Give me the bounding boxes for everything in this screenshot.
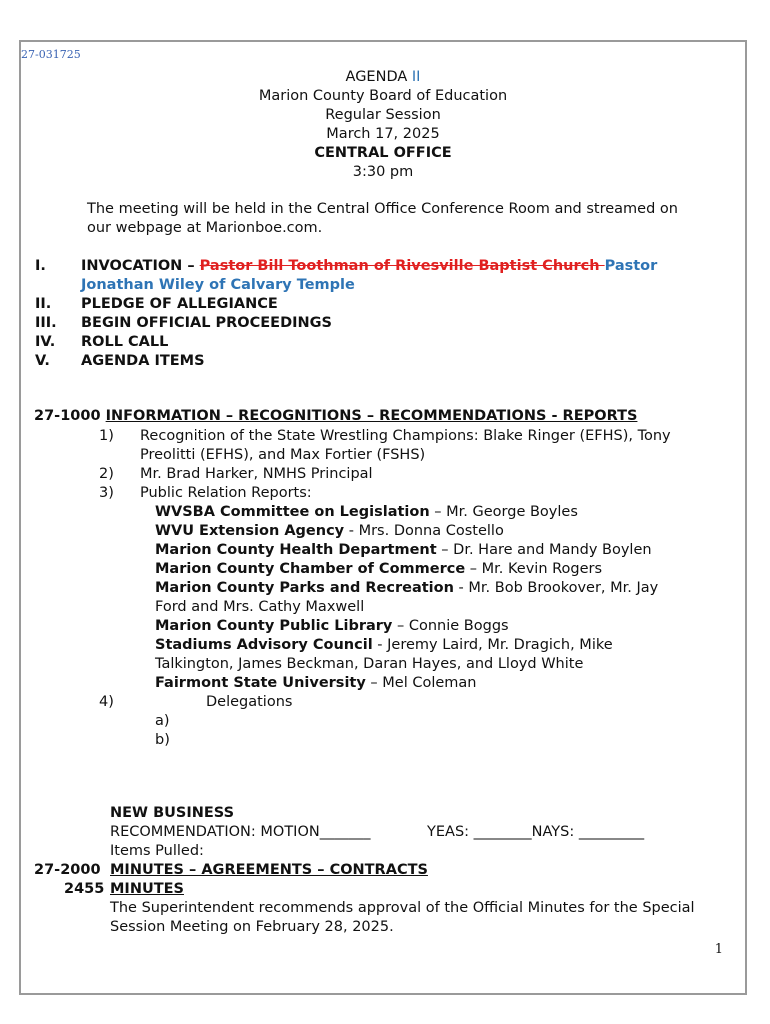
report-org: Fairmont State University	[155, 675, 366, 691]
notice-line-2: our webpage at Marionboe.com.	[87, 220, 323, 236]
section-2000-title: MINUTES – AGREEMENTS – CONTRACTS	[110, 862, 428, 878]
section-2000-code: 27-2000	[34, 862, 101, 878]
outline-num-5: V.	[35, 353, 50, 369]
report-contact: - Mr. Bob Brookover, Mr. Jay	[453, 580, 659, 596]
subsection-2455-title: MINUTES	[110, 881, 184, 897]
report-public-library	[155, 617, 509, 636]
item-1-text-cont: Preolitti (EFHS), and Max Fortier (FSHS)	[140, 447, 426, 463]
report-contact: – Mel Coleman	[365, 675, 477, 691]
meeting-time: 3:30 pm	[352, 164, 414, 180]
minutes-text-cont: Session Meeting on February 28, 2025.	[110, 919, 394, 935]
section-1000-title: INFORMATION – RECOGNITIONS – RECOMMENDATIONS - REPORTS	[105, 408, 638, 424]
delegation-b: b)	[155, 732, 170, 748]
item-2-text: Mr. Brad Harker, NMHS Principal	[140, 466, 373, 482]
invocation-new-text-cont: Jonathan Wiley of Calvary Temple	[81, 277, 355, 293]
subsection-2455-code: 2455	[64, 881, 105, 897]
invocation-new-text: Pastor	[604, 258, 658, 274]
recommendation-motion: RECOMMENDATION: MOTION_______	[110, 824, 371, 840]
report-parks-recreation-cont: Ford and Mrs. Cathy Maxwell	[155, 599, 365, 615]
session-type: Regular Session	[325, 107, 441, 123]
outline-num-1: I.	[35, 258, 46, 274]
report-org: Marion County Health Department	[155, 542, 437, 558]
report-contact: – Dr. Hare and Mandy Boylen	[436, 542, 652, 558]
agenda-roman: II	[411, 69, 421, 85]
outline-item-proceedings: BEGIN OFFICIAL PROCEEDINGS	[81, 315, 332, 331]
report-wvsba	[155, 503, 578, 522]
agenda-label: AGENDA	[345, 69, 408, 85]
items-pulled: Items Pulled:	[110, 843, 204, 859]
report-health-department	[155, 541, 652, 560]
page-number: 1	[714, 942, 723, 957]
outline-item-roll-call: ROLL CALL	[81, 334, 169, 350]
report-stadiums-advisory	[155, 636, 613, 655]
report-contact: - Mrs. Donna Costello	[344, 523, 504, 539]
outline-item-agenda-items: AGENDA ITEMS	[81, 353, 205, 369]
outline-num-3: III.	[35, 315, 57, 331]
report-contact: – Mr. George Boyles	[429, 504, 578, 520]
outline-item-pledge: PLEDGE OF ALLEGIANCE	[81, 296, 278, 312]
report-contact: – Connie Boggs	[392, 618, 509, 634]
invocation-struck-text: Pastor Bill Toothman of Rivesville Baptist Church	[199, 258, 605, 274]
report-org: WVU Extension Agency	[155, 523, 345, 539]
report-contact: - Jeremy Laird, Mr. Dragich, Mike	[372, 637, 613, 653]
report-contact: – Mr. Kevin Rogers	[465, 561, 603, 577]
report-wvu-extension	[155, 522, 504, 541]
minutes-text: The Superintendent recommends approval of the Official Minutes for the Special	[110, 900, 695, 916]
board-name: Marion County Board of Education	[258, 88, 508, 104]
report-org: WVSBA Committee on Legislation	[155, 504, 430, 520]
report-fairmont-state	[155, 674, 476, 693]
section-1000-code: 27-1000	[34, 408, 101, 424]
report-org: Marion County Public Library	[155, 618, 393, 634]
item-4-text: Delegations	[206, 694, 293, 710]
report-org: Marion County Chamber of Commerce	[155, 561, 466, 577]
delegation-a: a)	[155, 713, 170, 729]
item-3-num: 3)	[99, 485, 114, 501]
item-4-num: 4)	[99, 694, 114, 710]
item-3-text: Public Relation Reports:	[140, 485, 312, 501]
new-business-title: NEW BUSINESS	[110, 805, 235, 821]
outline-num-4: IV.	[35, 334, 56, 350]
votes-yeas-nays: YEAS: ________NAYS: _________	[427, 824, 645, 840]
section-1000-heading	[34, 407, 637, 426]
report-parks-recreation	[155, 579, 658, 598]
notice-line-1: The meeting will be held in the Central Office Conference Room and streamed on	[87, 201, 678, 217]
item-1-text: Recognition of the State Wrestling Champions: Blake Ringer (EFHS), Tony	[140, 428, 671, 444]
report-chamber-of-commerce	[155, 560, 602, 579]
meeting-date: March 17, 2025	[326, 126, 440, 142]
report-org: Stadiums Advisory Council	[155, 637, 373, 653]
outline-num-2: II.	[35, 296, 52, 312]
invocation-line	[81, 257, 657, 276]
report-org: Marion County Parks and Recreation	[155, 580, 454, 596]
meeting-location: CENTRAL OFFICE	[314, 145, 452, 161]
document-page	[19, 40, 747, 995]
item-1-num: 1)	[99, 428, 114, 444]
report-stadiums-advisory-cont: Talkington, James Beckman, Daran Hayes, and Lloyd White	[155, 656, 584, 672]
item-2-num: 2)	[99, 466, 114, 482]
agenda-heading	[21, 68, 745, 87]
document-id: 27-031725	[21, 48, 81, 61]
invocation-label: INVOCATION –	[81, 258, 195, 274]
